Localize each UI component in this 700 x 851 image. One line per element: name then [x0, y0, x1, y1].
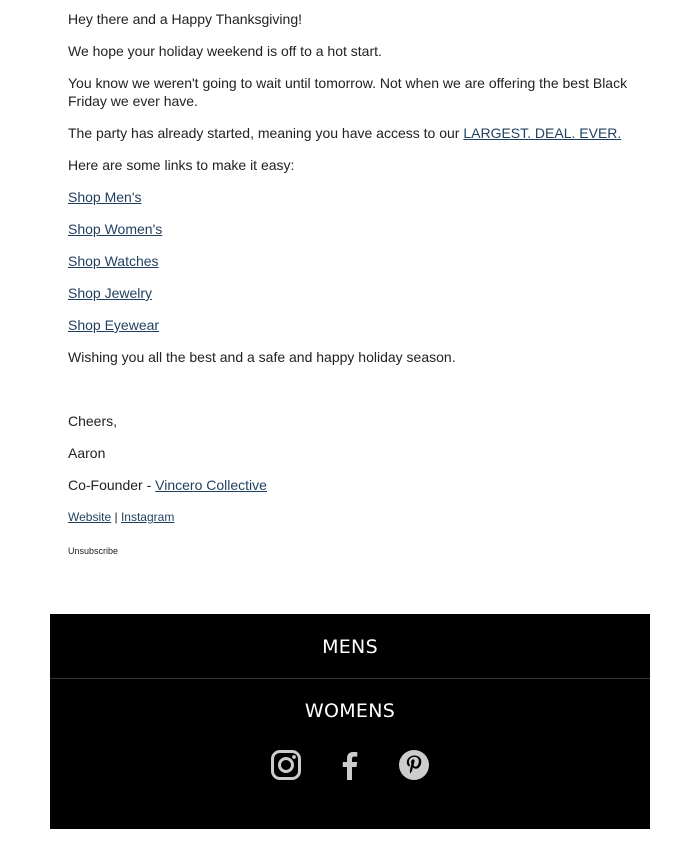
website-link[interactable]: Website [68, 510, 112, 524]
instagram-icon[interactable] [270, 749, 302, 781]
social-icons [50, 749, 650, 781]
email-body [68, 10, 658, 560]
signer-title-prefix: Co-Founder - [68, 477, 156, 493]
party-text [68, 124, 658, 142]
shop-eyewear-link[interactable]: Shop Eyewear [68, 317, 160, 333]
shop-womens-link[interactable]: Shop Women's [68, 221, 163, 237]
shop-eyewear-row [68, 316, 658, 334]
signer-title [68, 476, 658, 494]
company-link[interactable]: Vincero Collective [155, 477, 267, 493]
footer-links [68, 508, 658, 526]
links-intro-text: Here are some links to make it easy: [68, 157, 295, 173]
nav-womens-link[interactable]: WOMENS [304, 700, 396, 722]
wishing-text: Wishing you all the best and a safe and happy holiday season. [68, 349, 456, 365]
nav-mens-link[interactable]: MENS [50, 614, 650, 679]
unsubscribe-row [68, 542, 658, 560]
shop-mens-link[interactable]: Shop Men's [68, 189, 142, 205]
footer-banner [50, 614, 650, 829]
facebook-icon[interactable] [334, 749, 366, 781]
pinterest-icon[interactable] [398, 749, 430, 781]
party-text-prefix: The party has already started, meaning you have access to our [68, 125, 464, 141]
signer-name: Aaron [68, 445, 106, 461]
greeting-text: Hey there and a Happy Thanksgiving! [68, 11, 302, 27]
shop-watches-row [68, 252, 658, 270]
unsubscribe-link[interactable]: Unsubscribe [68, 546, 119, 556]
shop-jewelry-link[interactable]: Shop Jewelry [68, 285, 153, 301]
black-friday-text: You know we weren't going to wait until tomorrow. Not when we are offering the best Black Friday we ever have. [68, 75, 628, 109]
weekend-text: We hope your holiday weekend is off to a hot start. [68, 43, 382, 59]
shop-jewelry-row [68, 284, 658, 302]
shop-womens-row [68, 220, 658, 238]
spacer [68, 380, 658, 412]
largest-deal-link[interactable]: LARGEST. DEAL. EVER. [463, 125, 622, 141]
link-separator: | [114, 510, 118, 524]
shop-mens-row [68, 188, 658, 206]
signoff-text: Cheers, [68, 413, 118, 429]
instagram-link[interactable]: Instagram [120, 510, 175, 524]
shop-watches-link[interactable]: Shop Watches [68, 253, 159, 269]
